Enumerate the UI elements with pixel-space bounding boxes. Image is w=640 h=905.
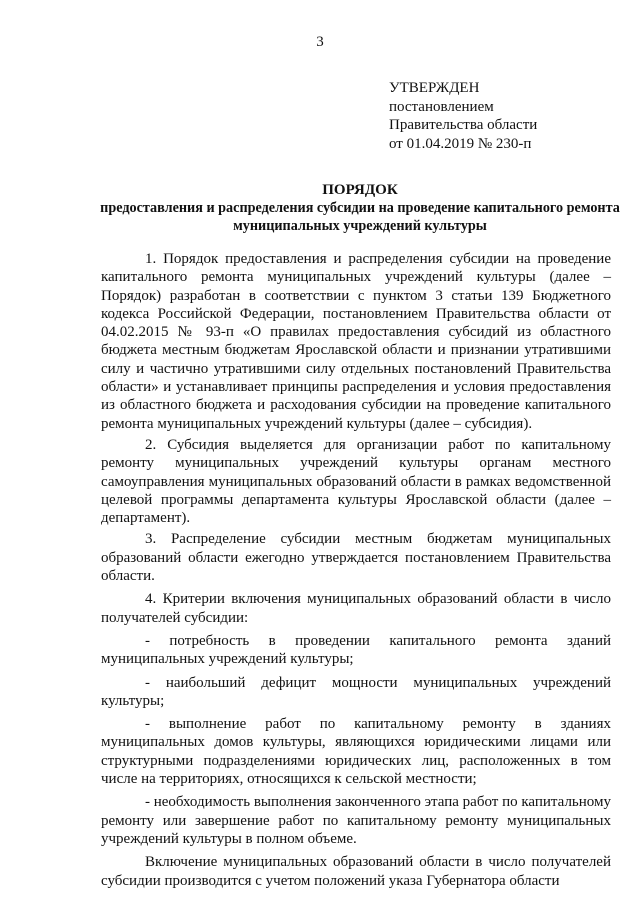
paragraph-1: 1. Порядок предоставления и распределения субсидии на проведение капитального ремонта муниципальных учреждений культуры (далее – Порядок) разработан в соответствии с пунктом 3 статьи 139 Бюджетного кодекса Российской Федерации, постановлением Правительства области от 04.02.2015 № 93-п «О правилах предоставления субсидий из областного бюджета местным бюджетам Ярославской области и признании утратившими силу и частично утратившими силу отдельных постановлений Правительства области» и устанавливает принципы распределения и условия предоставления из областного бюджета и расходования субсидии на проведение капитального ремонта муниципальных учреждений культуры (далее – субсидия). (101, 251, 611, 432)
approval-heading: УТВЕРЖДЕН (389, 80, 480, 96)
document-title: ПОРЯДОК (322, 182, 398, 198)
criteria-item-2: - наибольший дефицит мощности муниципальных учреждений культуры; (101, 674, 611, 709)
criteria-item-3: - выполнение работ по капитальному ремонту в зданиях муниципальных домов культуры, являющихся юридическими лицами или структурными подразделениями юридических лиц, расположенных в том числе на территориях, относящихся к сельской местности; (101, 716, 611, 788)
criteria-item-4: - необходимость выполнения законченного этапа работ по капитальному ремонту или завершение работ по капитальному ремонту муниципальных учреждений культуры в полном объеме. (101, 794, 612, 847)
page-number: 3 (316, 34, 324, 50)
approval-line: Правительства области (389, 117, 538, 133)
paragraph-2: 2. Субсидия выделяется для организации работ по капитальному ремонту муниципальных учреждений культуры органам местного самоуправления муниципальных образований области в рамках ведомственной целевой программы департамента культуры Ярославской области (далее – департамент). (101, 436, 611, 527)
paragraph-inclusion: Включение муниципальных образований области в число получателей субсидии производится с учетом положений указа Губернатора области (101, 854, 611, 889)
approval-line: постановлением (389, 98, 494, 115)
paragraph-4: 4. Критерии включения муниципальных образований области в число получателей субсидии: (101, 591, 611, 626)
criteria-item-1: - потребность в проведении капитального ремонта зданий муниципальных учреждений культуры; (101, 632, 611, 668)
document-subtitle: предоставления и распределения субсидии на проведение капитального ремонта муниципальных учреждений культуры (100, 200, 620, 234)
paragraph-3: 3. Распределение субсидии местным бюджетам муниципальных образований области ежегодно утверждается постановлением Правительства области. (101, 531, 611, 585)
document-body (101, 250, 611, 890)
approval-block (389, 79, 537, 153)
approval-date-line: от 01.04.2019 № 230-п (389, 135, 532, 152)
